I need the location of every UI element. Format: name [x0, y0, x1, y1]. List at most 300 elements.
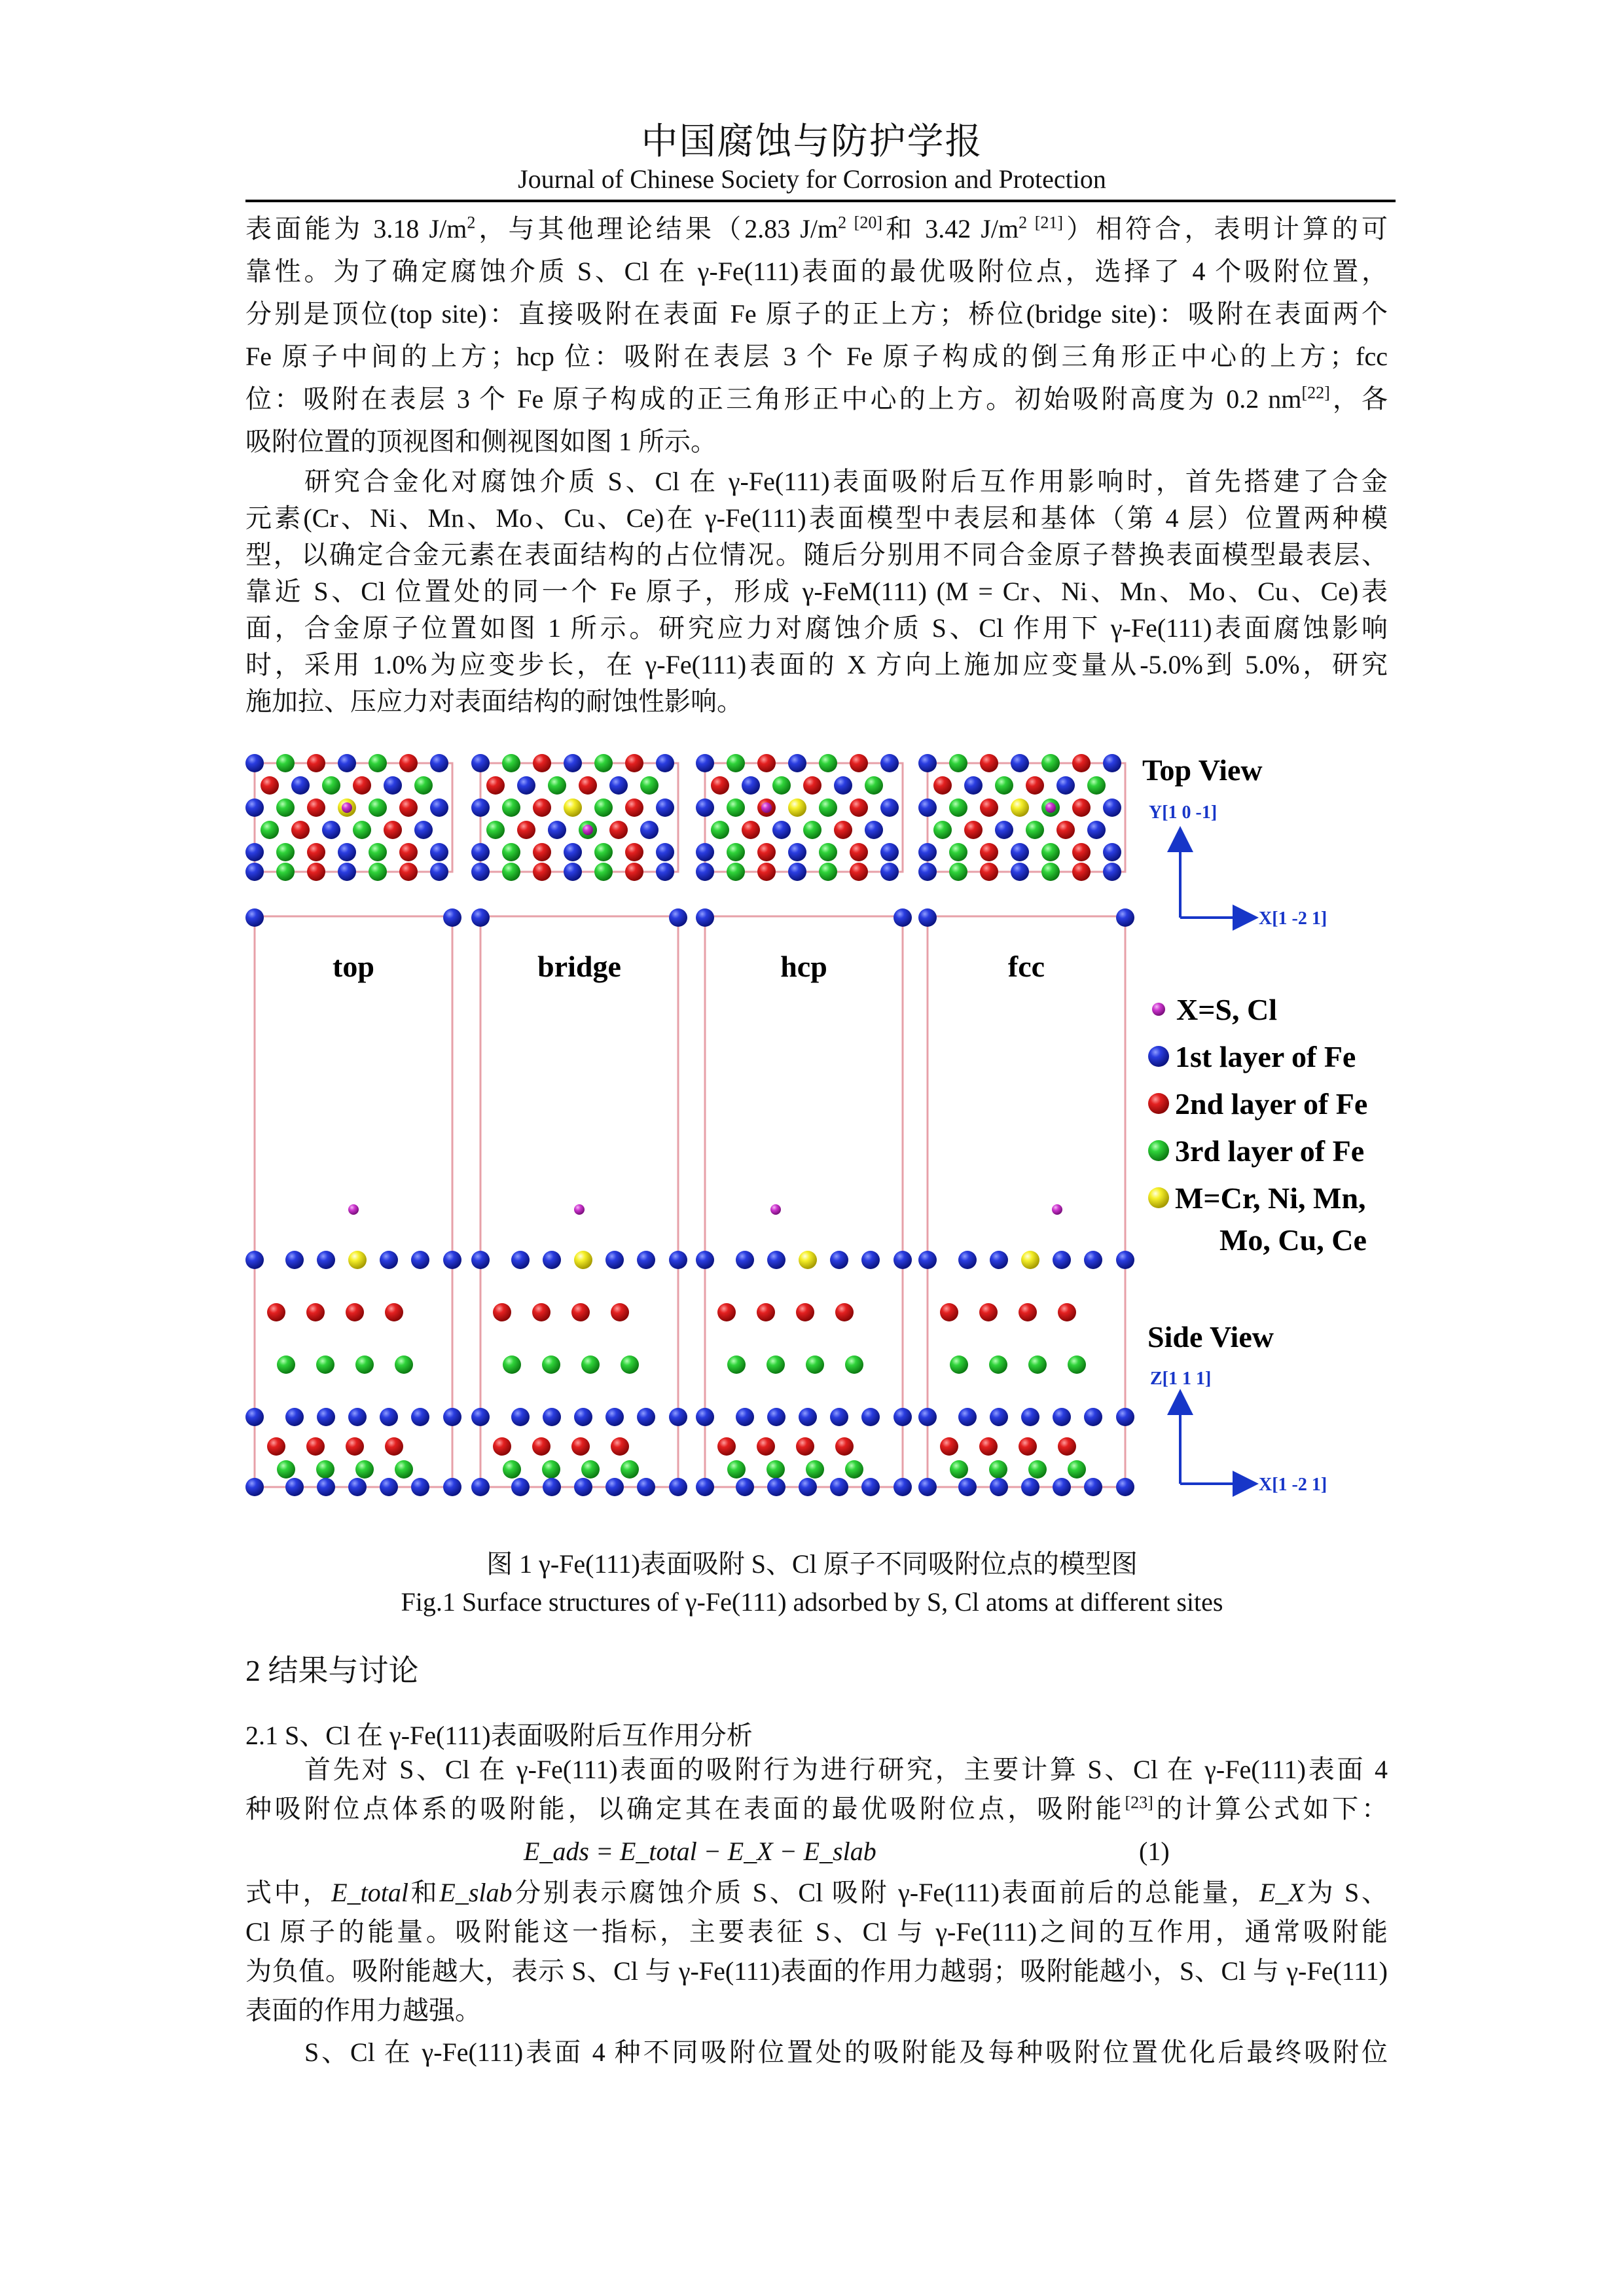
- atom-fe1: [736, 1251, 754, 1269]
- atom-fe2: [267, 1437, 285, 1456]
- atom-fe1: [669, 908, 687, 927]
- atom-fe2: [796, 1303, 814, 1321]
- atom-fe2: [1026, 776, 1044, 795]
- section-2-1-title: 2.1 S、Cl 在 γ-Fe(111)表面吸附后互作用分析: [245, 1721, 753, 1750]
- atom-fe2: [850, 798, 868, 817]
- atom-fe2: [757, 1303, 775, 1321]
- atom-fe1: [285, 1408, 304, 1426]
- side-axis-z-label: Z[1 1 1]: [1150, 1369, 1212, 1389]
- atom-fe3: [276, 863, 295, 881]
- legend-x: X=S, Cl: [1176, 993, 1278, 1026]
- atom-fe3: [845, 1355, 863, 1374]
- atom-fe1: [1021, 1408, 1039, 1426]
- atom-fe1: [245, 908, 264, 927]
- atom-fe3: [727, 1460, 746, 1479]
- journal-title-en: Journal of Chinese Society for Corrosion and Protection: [518, 164, 1106, 194]
- atom-fe3: [542, 1355, 560, 1374]
- atom-fe2: [717, 1303, 736, 1321]
- atom-fe1: [564, 843, 582, 861]
- atom-fe2: [625, 754, 643, 772]
- atom-fe1: [317, 1478, 335, 1496]
- atom-fe1: [696, 1251, 714, 1269]
- figure-caption-en: Fig.1 Surface structures of γ-Fe(111) adsorbed by S, Cl atoms at different sites: [401, 1587, 1223, 1617]
- atom-fe1: [918, 843, 937, 861]
- atom-fe2: [384, 821, 402, 839]
- atom-fe1: [430, 843, 448, 861]
- atom-fe1: [443, 1251, 461, 1269]
- atom-fe1: [656, 754, 674, 772]
- atom-fe1: [669, 1408, 687, 1426]
- atom-fe3: [316, 1355, 334, 1374]
- atom-fe2: [579, 776, 597, 795]
- para2-line-5: 面，合金原子位置如图 1 所示。研究应力对腐蚀介质 S、Cl 作用下 γ-Fe(111)表面腐蚀影响: [245, 613, 1388, 643]
- figure-1-diagram: [245, 746, 1420, 1515]
- atom-fe1: [767, 1408, 785, 1426]
- atom-fe1: [605, 1251, 624, 1269]
- para1-line-6: 吸附位置的顶视图和侧视图如图 1 所示。: [245, 427, 717, 456]
- atom-fe3: [276, 754, 295, 772]
- atom-fe1: [696, 754, 714, 772]
- atom-fe2: [306, 1437, 325, 1456]
- atom-fe1: [788, 754, 806, 772]
- atom-fe2: [834, 821, 852, 839]
- equation-1: E_ads = E_total − E_X − E_slab: [524, 1837, 876, 1866]
- atom-fe2: [625, 798, 643, 817]
- atom-fe1: [543, 1408, 561, 1426]
- legend-fe1-marker: [1148, 1046, 1169, 1067]
- atom-fe1: [958, 1478, 977, 1496]
- atom-fe1: [767, 1478, 785, 1496]
- atom-fe1: [918, 1408, 937, 1426]
- atom-m: [1011, 798, 1029, 817]
- atom-fe1: [995, 821, 1013, 839]
- para2-line-7: 施加拉、压应力对表面结构的耐蚀性影响。: [245, 687, 743, 716]
- atom-fe2: [307, 754, 325, 772]
- atom-fe1: [696, 1408, 714, 1426]
- atom-fe2: [979, 1437, 998, 1456]
- legend-x-marker: [1152, 1003, 1165, 1016]
- atom-fe2: [850, 863, 868, 881]
- atom-fe1: [880, 843, 899, 861]
- atom-fe1: [348, 1478, 367, 1496]
- atom-fe1: [411, 1408, 429, 1426]
- atom-fe3: [414, 776, 433, 795]
- atom-fe3: [316, 1460, 334, 1479]
- atom-m: [348, 1251, 367, 1269]
- atom-fe3: [711, 821, 729, 839]
- atom-fe1: [411, 1251, 429, 1269]
- atom-fe3: [1068, 1355, 1086, 1374]
- atom-x: [574, 1204, 585, 1215]
- atom-fe3: [950, 1460, 968, 1479]
- atom-fe1: [742, 776, 760, 795]
- atom-fe1: [669, 1478, 687, 1496]
- atom-fe2: [493, 1303, 511, 1321]
- atom-fe3: [502, 863, 520, 881]
- atom-fe1: [1103, 754, 1121, 772]
- atom-fe2: [517, 821, 535, 839]
- legend-fe3-marker: [1148, 1140, 1169, 1161]
- atom-fe3: [803, 821, 821, 839]
- atom-fe1: [830, 1408, 848, 1426]
- atom-fe1: [1116, 1478, 1134, 1496]
- atom-fe1: [1116, 908, 1134, 927]
- atom-fe1: [799, 1478, 817, 1496]
- atom-x: [761, 802, 772, 813]
- para1-line-5: 位：吸附在表层 3 个 Fe 原子构成的正三角形正中心的上方。初始吸附高度为 0.2 nm[22]，各: [245, 383, 1388, 414]
- atom-fe1: [918, 1251, 937, 1269]
- atom-fe3: [369, 843, 387, 861]
- atom-fe1: [564, 863, 582, 881]
- atom-fe2: [307, 863, 325, 881]
- atom-fe2: [742, 821, 760, 839]
- atom-fe3: [727, 863, 745, 881]
- atom-fe3: [845, 1460, 863, 1479]
- atom-fe3: [353, 821, 371, 839]
- atom-fe3: [486, 821, 505, 839]
- atom-m: [1021, 1251, 1039, 1269]
- atom-fe3: [355, 1460, 374, 1479]
- atom-fe1: [471, 908, 490, 927]
- atom-fe1: [861, 1408, 880, 1426]
- atom-fe3: [355, 1355, 374, 1374]
- atom-fe3: [369, 754, 387, 772]
- atom-fe2: [711, 776, 729, 795]
- atom-fe2: [307, 843, 325, 861]
- atom-fe2: [757, 754, 776, 772]
- atom-fe2: [1019, 1437, 1037, 1456]
- atom-fe2: [385, 1437, 403, 1456]
- atom-fe1: [1053, 1251, 1071, 1269]
- atom-fe1: [511, 1408, 530, 1426]
- atom-fe1: [471, 798, 490, 817]
- legend-fe1: 1st layer of Fe: [1175, 1040, 1356, 1073]
- atom-fe3: [1041, 754, 1060, 772]
- atom-fe2: [291, 821, 310, 839]
- atom-fe3: [261, 821, 279, 839]
- atom-fe2: [757, 843, 776, 861]
- atom-fe3: [1028, 1460, 1047, 1479]
- section-2-title: 2 结果与讨论: [245, 1654, 419, 1687]
- legend-m-line1: M=Cr, Ni, Mn,: [1175, 1181, 1366, 1215]
- atom-fe1: [285, 1478, 304, 1496]
- atom-fe3: [949, 843, 967, 861]
- atom-fe1: [443, 908, 461, 927]
- atom-fe3: [1068, 1460, 1086, 1479]
- para2-line-4: 靠近 S、Cl 位置处的同一个 Fe 原子，形成 γ-FeM(111) (M = Cr、Ni、Mn、Mo、Cu、Ce)表: [245, 577, 1388, 606]
- atom-fe1: [430, 754, 448, 772]
- atom-fe1: [990, 1478, 1008, 1496]
- atom-fe3: [819, 863, 837, 881]
- top-axis-x-label: X[1 -2 1]: [1259, 908, 1327, 929]
- para1-line-1: 表面能为 3.18 $J/m^2$，与其他理论结果（2.83 $J/m^{2 [20]}$和 3.42 $J/m^{2 [21]}$）相符合，表明计算的可: [245, 213, 1388, 243]
- atom-fe3: [727, 798, 745, 817]
- atom-fe1: [245, 1408, 264, 1426]
- atom-fe1: [880, 863, 899, 881]
- atom-fe2: [532, 1437, 550, 1456]
- atom-fe1: [245, 754, 264, 772]
- atom-fe1: [548, 821, 566, 839]
- atom-fe3: [276, 843, 295, 861]
- atom-fe3: [819, 798, 837, 817]
- atom-fe3: [548, 776, 566, 795]
- para4-line-2: Cl 原子的能量。吸附能这一指标，主要表征 S、Cl 与 γ-Fe(111)之间的互作用，通常吸附能: [245, 1917, 1388, 1946]
- atom-fe2: [611, 1437, 629, 1456]
- atom-fe2: [571, 1303, 590, 1321]
- atom-fe2: [532, 1303, 550, 1321]
- atom-fe1: [918, 1478, 937, 1496]
- atom-x: [583, 825, 593, 835]
- atom-fe1: [918, 798, 937, 817]
- atom-fe3: [581, 1460, 600, 1479]
- atom-fe3: [727, 843, 745, 861]
- para1-line-4: Fe 原子中间的上方；hcp 位：吸附在表层 3 个 Fe 原子构成的倒三角形正中心的上方；fcc: [245, 342, 1388, 371]
- atom-fe1: [1116, 1251, 1134, 1269]
- atom-fe1: [893, 1251, 912, 1269]
- atom-fe2: [940, 1303, 958, 1321]
- atom-fe2: [346, 1437, 364, 1456]
- atom-fe1: [380, 1478, 398, 1496]
- atom-fe1: [1116, 1408, 1134, 1426]
- side-view-label: Side View: [1147, 1320, 1274, 1354]
- atom-fe1: [990, 1251, 1008, 1269]
- atom-fe2: [353, 776, 371, 795]
- atom-fe3: [949, 754, 967, 772]
- atom-fe2: [399, 754, 418, 772]
- atom-fe1: [1084, 1478, 1102, 1496]
- atom-fe1: [656, 798, 674, 817]
- legend-fe2: 2nd layer of Fe: [1175, 1087, 1368, 1121]
- atom-fe1: [443, 1478, 461, 1496]
- atom-fe3: [276, 798, 295, 817]
- atom-fe1: [517, 776, 535, 795]
- atom-fe1: [245, 1478, 264, 1496]
- atom-fe1: [918, 754, 937, 772]
- atom-fe1: [245, 1251, 264, 1269]
- atom-fe1: [990, 1408, 1008, 1426]
- atom-fe1: [245, 843, 264, 861]
- atom-fe3: [581, 1355, 600, 1374]
- atom-fe2: [933, 776, 952, 795]
- atom-fe2: [306, 1303, 325, 1321]
- atom-fe2: [399, 798, 418, 817]
- atom-fe2: [964, 821, 983, 839]
- atom-fe1: [1103, 863, 1121, 881]
- atom-fe1: [861, 1478, 880, 1496]
- atom-fe1: [1087, 821, 1106, 839]
- atom-fe1: [696, 843, 714, 861]
- atom-fe2: [1072, 798, 1091, 817]
- atom-fe2: [980, 754, 998, 772]
- atom-fe1: [543, 1478, 561, 1496]
- atom-fe1: [609, 776, 628, 795]
- para4-line-4: 表面的作用力越强。: [245, 1996, 481, 2025]
- atom-fe2: [1058, 1303, 1076, 1321]
- atom-fe1: [380, 1251, 398, 1269]
- journal-title-cn: 中国腐蚀与防护学报: [641, 122, 983, 162]
- atom-fe2: [1072, 843, 1091, 861]
- atom-fe1: [893, 1408, 912, 1426]
- atom-fe3: [594, 798, 613, 817]
- atom-fe3: [950, 1355, 968, 1374]
- atom-fe3: [502, 798, 520, 817]
- atom-fe2: [533, 843, 551, 861]
- atom-fe2: [757, 1437, 775, 1456]
- legend-m-line2: Mo, Cu, Ce: [1219, 1223, 1367, 1257]
- atom-fe1: [430, 863, 448, 881]
- atom-fe2: [757, 863, 776, 881]
- atom-fe1: [918, 863, 937, 881]
- atom-x: [342, 802, 352, 813]
- atom-fe1: [788, 863, 806, 881]
- atom-fe3: [806, 1460, 824, 1479]
- atom-fe3: [949, 798, 967, 817]
- atom-fe2: [533, 863, 551, 881]
- atom-fe1: [605, 1408, 624, 1426]
- atom-fe3: [1087, 776, 1106, 795]
- atom-fe3: [640, 776, 659, 795]
- atom-fe1: [656, 843, 674, 861]
- atom-fe1: [637, 1408, 655, 1426]
- figure-caption-cn: 图 1 γ-Fe(111)表面吸附 S、Cl 原子不同吸附位点的模型图: [486, 1549, 1138, 1579]
- atom-fe1: [696, 1478, 714, 1496]
- atom-fe1: [471, 1478, 490, 1496]
- atom-fe2: [850, 843, 868, 861]
- atom-fe1: [696, 863, 714, 881]
- atom-fe1: [1056, 776, 1075, 795]
- atom-fe2: [803, 776, 821, 795]
- top-axis-y-label: Y[1 0 -1]: [1149, 802, 1218, 823]
- atom-fe1: [830, 1251, 848, 1269]
- atom-fe3: [767, 1460, 785, 1479]
- atom-fe3: [369, 863, 387, 881]
- atom-fe3: [989, 1460, 1007, 1479]
- atom-fe1: [1021, 1478, 1039, 1496]
- atom-fe1: [574, 1478, 592, 1496]
- atom-fe2: [1058, 1437, 1076, 1456]
- atom-fe1: [443, 1408, 461, 1426]
- atom-fe3: [1028, 1355, 1047, 1374]
- atom-fe1: [291, 776, 310, 795]
- atom-fe1: [338, 843, 356, 861]
- atom-fe1: [564, 754, 582, 772]
- atom-fe3: [594, 843, 613, 861]
- atom-fe1: [1103, 798, 1121, 817]
- atom-fe1: [380, 1408, 398, 1426]
- atom-fe1: [696, 798, 714, 817]
- atom-fe1: [574, 1408, 592, 1426]
- atom-fe1: [471, 754, 490, 772]
- atom-fe1: [605, 1478, 624, 1496]
- para2-line-2: 元素(Cr、Ni、Mn、Mo、Cu、Ce)在 γ-Fe(111)表面模型中表层和基体（第 4 层）位置两种模: [245, 503, 1388, 533]
- atom-fe3: [621, 1355, 639, 1374]
- atom-fe2: [1072, 863, 1091, 881]
- atom-fe1: [1084, 1251, 1102, 1269]
- atom-fe1: [830, 1478, 848, 1496]
- atom-fe3: [369, 798, 387, 817]
- atom-fe3: [806, 1355, 824, 1374]
- atom-fe2: [346, 1303, 364, 1321]
- atom-fe2: [980, 798, 998, 817]
- top-view-label: Top View: [1142, 753, 1263, 787]
- atom-x: [348, 1204, 359, 1215]
- atom-fe1: [1084, 1408, 1102, 1426]
- atom-fe1: [285, 1251, 304, 1269]
- atom-fe1: [861, 1251, 880, 1269]
- atom-fe3: [767, 1355, 785, 1374]
- atom-fe1: [788, 843, 806, 861]
- atom-fe1: [865, 821, 883, 839]
- atom-fe1: [1011, 754, 1029, 772]
- panel-label-bridge: bridge: [537, 950, 621, 983]
- atom-fe1: [1103, 843, 1121, 861]
- atom-fe2: [980, 863, 998, 881]
- atom-fe1: [348, 1408, 367, 1426]
- para1-line-3: 分别是顶位(top site)：直接吸附在表面 Fe 原子的正上方；桥位(bridge site)：吸附在表面两个: [245, 299, 1388, 329]
- atom-fe3: [502, 754, 520, 772]
- atom-fe2: [399, 843, 418, 861]
- atom-fe2: [1019, 1303, 1037, 1321]
- atom-fe3: [995, 776, 1013, 795]
- atom-fe1: [1011, 843, 1029, 861]
- atom-fe3: [395, 1460, 413, 1479]
- legend-fe2-marker: [1148, 1093, 1169, 1114]
- atom-m: [574, 1251, 592, 1269]
- atom-fe3: [727, 1355, 746, 1374]
- atom-fe1: [918, 908, 937, 927]
- atom-m: [788, 798, 806, 817]
- atom-fe1: [338, 754, 356, 772]
- side-axis-x-label: X[1 -2 1]: [1259, 1475, 1327, 1495]
- atom-fe1: [471, 843, 490, 861]
- atom-fe1: [640, 821, 659, 839]
- atom-fe3: [594, 863, 613, 881]
- para4-line-3: 为负值。吸附能越大，表示 S、Cl 与 γ-Fe(111)表面的作用力越弱；吸附能越小，S、Cl 与 γ-Fe(111): [245, 1956, 1388, 1986]
- atom-fe1: [1053, 1408, 1071, 1426]
- atom-x: [1045, 802, 1056, 813]
- para3-line-2: 种吸附位点体系的吸附能，以确定其在表面的最优吸附位点，吸附能[23]的计算公式如下：: [245, 1793, 1388, 1823]
- atom-x: [770, 1204, 781, 1215]
- atom-fe2: [385, 1303, 403, 1321]
- atom-fe2: [533, 798, 551, 817]
- atom-fe1: [411, 1478, 429, 1496]
- atom-fe2: [980, 843, 998, 861]
- atom-fe2: [261, 776, 279, 795]
- atom-fe1: [880, 754, 899, 772]
- atom-fe1: [958, 1408, 977, 1426]
- equation-1-number: (1): [1139, 1837, 1170, 1866]
- atom-fe3: [949, 863, 967, 881]
- atom-fe3: [395, 1355, 413, 1374]
- atom-fe3: [1026, 821, 1044, 839]
- atom-fe1: [834, 776, 852, 795]
- atom-layer: [245, 754, 1134, 1496]
- atom-fe2: [493, 1437, 511, 1456]
- atom-fe1: [414, 821, 433, 839]
- para2-line-6: 时，采用 1.0%为应变步长，在 γ-Fe(111)表面的 X 方向上施加应变量从-5.0%到 5.0%，研究: [245, 650, 1388, 679]
- atom-fe2: [1072, 754, 1091, 772]
- atom-fe2: [571, 1437, 590, 1456]
- atom-fe1: [511, 1478, 530, 1496]
- atom-fe2: [486, 776, 505, 795]
- atom-fe2: [717, 1437, 736, 1456]
- atom-fe2: [940, 1437, 958, 1456]
- atom-fe2: [611, 1303, 629, 1321]
- atom-fe3: [542, 1460, 560, 1479]
- atom-fe1: [245, 863, 264, 881]
- atom-fe2: [267, 1303, 285, 1321]
- para5-line-1: S、Cl 在 γ-Fe(111)表面 4 种不同吸附位置处的吸附能及每种吸附位置优化后最终吸附位: [304, 2037, 1388, 2067]
